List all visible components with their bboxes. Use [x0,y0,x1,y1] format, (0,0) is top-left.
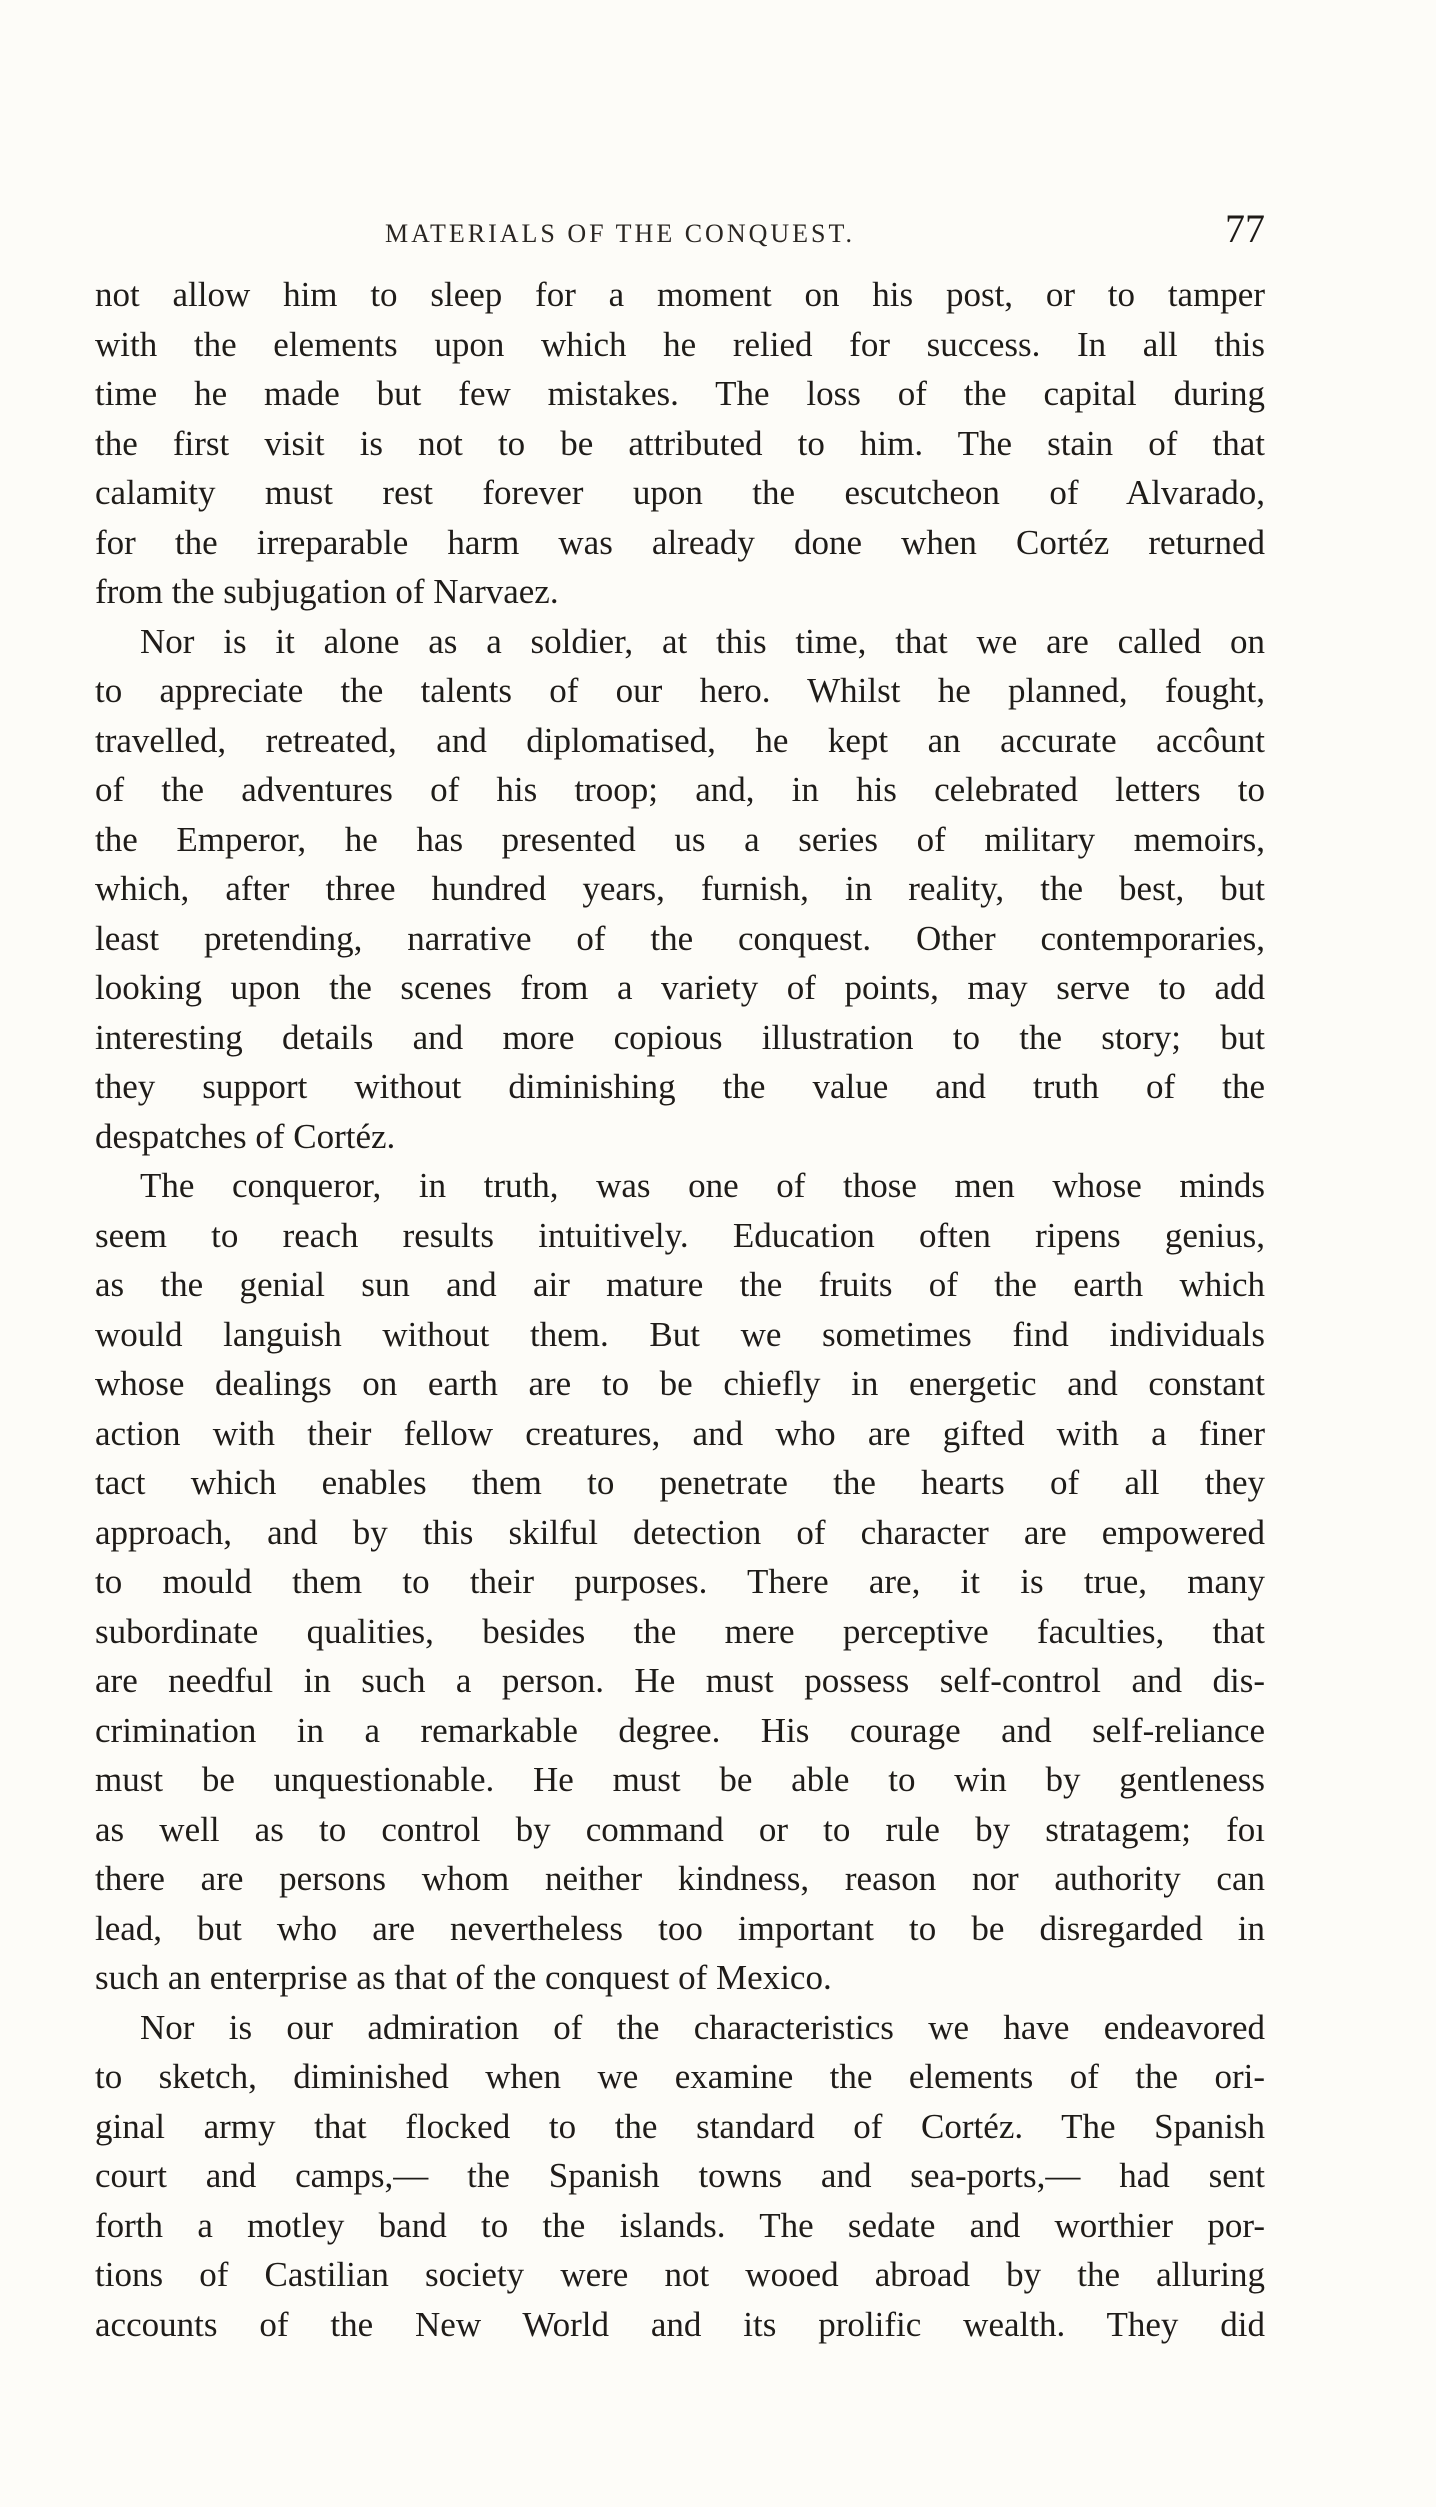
text-line: the Emperor, he has presented us a series of military memoirs, [95,819,1265,859]
text-line: tact which enables them to penetrate the hearts of all they [95,1463,1265,1502]
text-line: for the irreparable harm was already done when Cortéz returned [95,522,1265,562]
text-line: to mould them to their purposes. There are, it is true, many [95,1562,1265,1601]
text-line: whose dealings on earth are to be chiefly in energetic and constant [95,1364,1265,1403]
text-line: interesting details and more copious illustration to the story; but [95,1017,1265,1057]
page-header [95,205,1265,255]
text-line: action with their fellow creatures, and who are gifted with a finer [95,1413,1265,1453]
text-line: not allow him to sleep for a moment on his post, or to tamper [95,275,1265,314]
body-text [95,270,1265,2349]
text-line: approach, and by this skilful detection of character are empowered [95,1512,1265,1552]
text-line: which, after three hundred years, furnish, in reality, the best, but [95,869,1265,908]
text-line: must be unquestionable. He must be able to win by gentleness [95,1760,1265,1799]
text-line: as well as to control by command or to rule by stratagem; foı [95,1809,1265,1849]
text-line: to sketch, diminished when we examine the elements of the ori- [95,2057,1265,2096]
text-line: such an enterprise as that of the conquest of Mexico. [95,1958,832,1997]
text-line: to appreciate the talents of our hero. Whilst he planned, fought, [95,671,1265,710]
text-line: from the subjugation of Narvaez. [95,572,559,611]
running-head: MATERIALS OF THE CONQUEST. [385,219,855,248]
text-line: travelled, retreated, and diplomatised, he kept an accurate accôunt [95,720,1265,760]
text-line: subordinate qualities, besides the mere perceptive faculties, that [95,1611,1265,1651]
text-line: forth a motley band to the islands. The sedate and worthier por- [95,2205,1265,2245]
text-line: they support without diminishing the value and truth of the [95,1067,1265,1106]
text-line: time he made but few mistakes. The loss of the capital during [95,374,1265,413]
text-line: Nor is our admiration of the characteristics we have endeavored [140,2007,1265,2047]
text-line: the first visit is not to be attributed to him. The stain of that [95,423,1265,463]
text-line: accounts of the New World and its prolific wealth. They did [95,2304,1265,2344]
text-line: Nor is it alone as a soldier, at this time, that we are called on [140,621,1265,661]
text-line: crimination in a remarkable degree. His courage and self-reliance [95,1710,1265,1750]
text-line: The conqueror, in truth, was one of those men whose minds [140,1166,1265,1205]
text-line: with the elements upon which he relied for success. In all this [95,324,1265,364]
text-line: calamity must rest forever upon the escutcheon of Alvarado, [95,473,1265,512]
text-line: would languish without them. But we sometimes find individuals [95,1314,1265,1354]
text-line: court and camps,— the Spanish towns and sea-ports,— had sent [95,2156,1265,2195]
text-line: seem to reach results intuitively. Education often ripens genius, [95,1215,1265,1255]
text-line: as the genial sun and air mature the fruits of the earth which [95,1265,1265,1304]
text-line: despatches of Cortéz. [95,1116,396,1156]
text-line: there are persons whom neither kindness, reason nor authority can [95,1859,1265,1898]
text-line: tions of Castilian society were not wooed abroad by the alluring [95,2255,1265,2294]
page-number: 77 [1225,206,1265,251]
text-line: of the adventures of his troop; and, in his celebrated letters to [95,770,1265,809]
text-line: looking upon the scenes from a variety of points, may serve to add [95,968,1265,1007]
text-line: ginal army that flocked to the standard of Cortéz. The Spanish [95,2106,1265,2146]
text-line: lead, but who are nevertheless too important to be disregarded in [95,1908,1265,1948]
text-line: least pretending, narrative of the conquest. Other contemporaries, [95,918,1265,958]
text-line: are needful in such a person. He must possess self-control and dis- [95,1661,1265,1700]
